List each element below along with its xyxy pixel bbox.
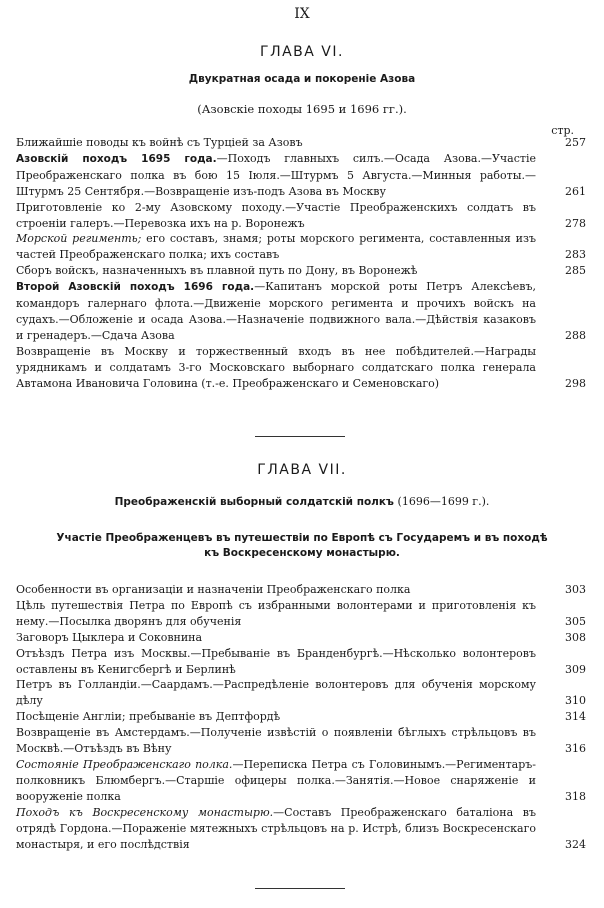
toc-entry (16, 279, 588, 344)
toc-entry-page: 308 (565, 630, 586, 644)
chapter-7-years: (1696—1699 г.). (397, 495, 490, 508)
section-title-line-1: Участіе Преображенцевъ въ путешествіи по Европѣ съ Государемъ и въ походѣ (56, 532, 548, 544)
toc-entry-body: Заговоръ Цыклера и Соковнина (16, 630, 203, 644)
toc-entry-text (16, 263, 588, 279)
toc-entry-body: Возвращеніе въ Москву и торжественный входъ въ нее побѣдителей.—Награды урядникамъ и солдатамъ 3-го Московскаго выборнаго солдатскаго полка генерала Автамона Ивановича Головина (т.-е. Преображенскаго и Семеновскаго) (16, 344, 536, 390)
toc-entry-body: Посѣщеніе Англіи; пребываніе въ Дептфордѣ (16, 710, 281, 724)
toc-entry (16, 677, 588, 709)
toc-entry-lead: Походъ къ Воскресенскому монастырю. (16, 805, 274, 819)
toc-entry (16, 709, 588, 725)
chapter-7-contents (16, 582, 588, 852)
chapter-7-section-title (0, 531, 604, 561)
toc-entry-body: Приготовленіе ко 2-му Азовскому походу.—Участіе Преображенскихъ солдатъ въ строеніи галеръ.—Перевозка ихъ на р. Воронежъ (16, 200, 536, 230)
toc-entry-lead: Азовскій походъ 1695 года. (16, 152, 217, 165)
chapter-6-subtitle: (Азовскіе походы 1695 и 1696 гг.). (197, 102, 407, 116)
toc-entry-body: его составъ, знамя; роты морского регимента, составленныя изъ частей Преображенскаго полка; ихъ составъ (16, 232, 536, 262)
toc-entry-lead: Второй Азовскій походъ 1696 года. (16, 281, 255, 294)
section-title-line-2: къ Воскресенскому монастырю. (204, 547, 400, 559)
toc-entry-text (16, 598, 588, 630)
toc-entry-lead: Состояніе Преображенскаго полка. (16, 757, 233, 771)
toc-entry-text (16, 646, 588, 678)
toc-entry-body: Цѣль путешествія Петра по Европѣ съ избранными волонтерами и приготовленія къ нему.—Посылка дворянъ для обученія (16, 598, 536, 628)
toc-entry (16, 151, 588, 200)
toc-entry-body: Ближайшіе поводы къ войнѣ съ Турціей за Азовъ (16, 136, 303, 149)
toc-entry-body: —Переписка Петра съ Головинымъ.—Региментаръ-полковникъ Блюмбергъ.—Старшіе офицеры полка.—Занятія.—Новое снаряженіе и вооруженіе полка (16, 757, 536, 803)
toc-entry-page: 309 (565, 662, 586, 676)
toc-entry-page: 310 (565, 694, 586, 708)
toc-entry-body: Возвращеніе въ Амстердамъ.—Полученіе извѣстій о появленіи бѣглыхъ стрѣльцовъ въ Москвѣ.—Отъѣздъ въ Вѣну (16, 726, 536, 756)
toc-entry-page: 257 (565, 136, 586, 149)
toc-entry-text (16, 200, 588, 232)
toc-entry-body: Петръ въ Голландіи.—Саардамъ.—Распредѣленіе волонтеровъ для обученія морскому дѣлу (16, 678, 536, 708)
toc-entry (16, 757, 588, 805)
toc-entry-page: 283 (565, 248, 586, 262)
toc-entry (16, 725, 588, 757)
toc-entry-text (16, 725, 588, 757)
toc-entry (16, 135, 588, 151)
divider (255, 888, 345, 889)
toc-entry (16, 344, 588, 392)
toc-entry-page: 303 (565, 583, 586, 596)
chapter-7-title: Преображенскій выборный солдатскій полкъ (114, 496, 394, 508)
toc-entry-body: Отъѣздъ Петра изъ Москвы.—Пребываніе въ Бранденбургѣ.—Нѣсколько волонтеровъ оставлены въ Кенигсбергѣ и Берлинѣ (16, 646, 536, 676)
toc-entry-page: 261 (565, 184, 586, 198)
divider (255, 436, 345, 437)
toc-entry (16, 646, 588, 678)
toc-entry-body: Особенности въ организаціи и назначеніи Преображенскаго полка (16, 583, 411, 596)
toc-entry-text (16, 582, 588, 598)
toc-entry-text (16, 231, 588, 263)
toc-entry-text (16, 344, 588, 392)
chapter-7-title-line (0, 495, 604, 508)
toc-entry (16, 630, 588, 646)
toc-entry-lead: Морской регименть; (16, 232, 142, 246)
toc-entry-text (16, 279, 588, 344)
toc-entry (16, 231, 588, 263)
toc-entry-page: 298 (565, 376, 586, 390)
toc-entry-page: 288 (565, 328, 586, 342)
chapter-7-heading: ГЛАВА VII. (257, 462, 347, 478)
chapter-6-title: Двукратная осада и покореніе Азова (188, 73, 416, 85)
toc-entry (16, 598, 588, 630)
toc-entry-page: 316 (565, 742, 586, 756)
toc-entry-text (16, 805, 588, 853)
toc-entry-body: —Походъ главныхъ силъ.—Осада Азова.—Участіе Преображенскаго полка въ бою 15 Іюля.—Штурмъ 5 Августа.—Минныя работы.—Штурмъ 25 Сентября.—Возвращеніе изъ-подъ Азова въ Москву (16, 151, 536, 198)
toc-entry-page: 318 (565, 789, 586, 803)
page-column-label: стр. (551, 124, 574, 137)
toc-entry-body: —Составъ Преображенскаго баталіона въ отрядѣ Гордона.—Пораженіе мятежныхъ стрѣльцовъ на р. Истрѣ, близъ Воскресенскаго монастыря, и его послѣдствія (16, 805, 536, 851)
toc-entry (16, 263, 588, 279)
toc-entry-page: 305 (565, 614, 586, 628)
toc-entry-body: Сборъ войскъ, назначенныхъ въ плавной путь по Дону, въ Воронежѣ (16, 264, 418, 278)
toc-entry (16, 200, 588, 232)
page-number: IX (294, 6, 310, 22)
toc-entry (16, 582, 588, 598)
chapter-6-contents (16, 135, 588, 392)
toc-entry-text (16, 135, 588, 151)
toc-entry-text (16, 630, 588, 646)
toc-entry-text (16, 151, 588, 200)
toc-entry-page: 324 (565, 837, 586, 851)
toc-entry-text (16, 677, 588, 709)
toc-entry (16, 805, 588, 853)
chapter-6-heading: ГЛАВА VI. (260, 44, 344, 60)
toc-entry-page: 314 (565, 710, 586, 724)
toc-entry-text (16, 709, 588, 725)
toc-entry-text (16, 757, 588, 805)
toc-entry-page: 278 (565, 216, 586, 230)
toc-entry-page: 285 (565, 264, 586, 278)
toc-entry-body: —Капитанъ морской роты Петръ Алексѣевъ, командоръ галернаго флота.—Движеніе морского регимента и прочихъ войскъ на судахъ.—Обложеніе и осада Азова.—Назначеніе подвижного вала.—Дѣйствія казаковъ и гренадеръ.—Сдача Азова (16, 280, 536, 342)
